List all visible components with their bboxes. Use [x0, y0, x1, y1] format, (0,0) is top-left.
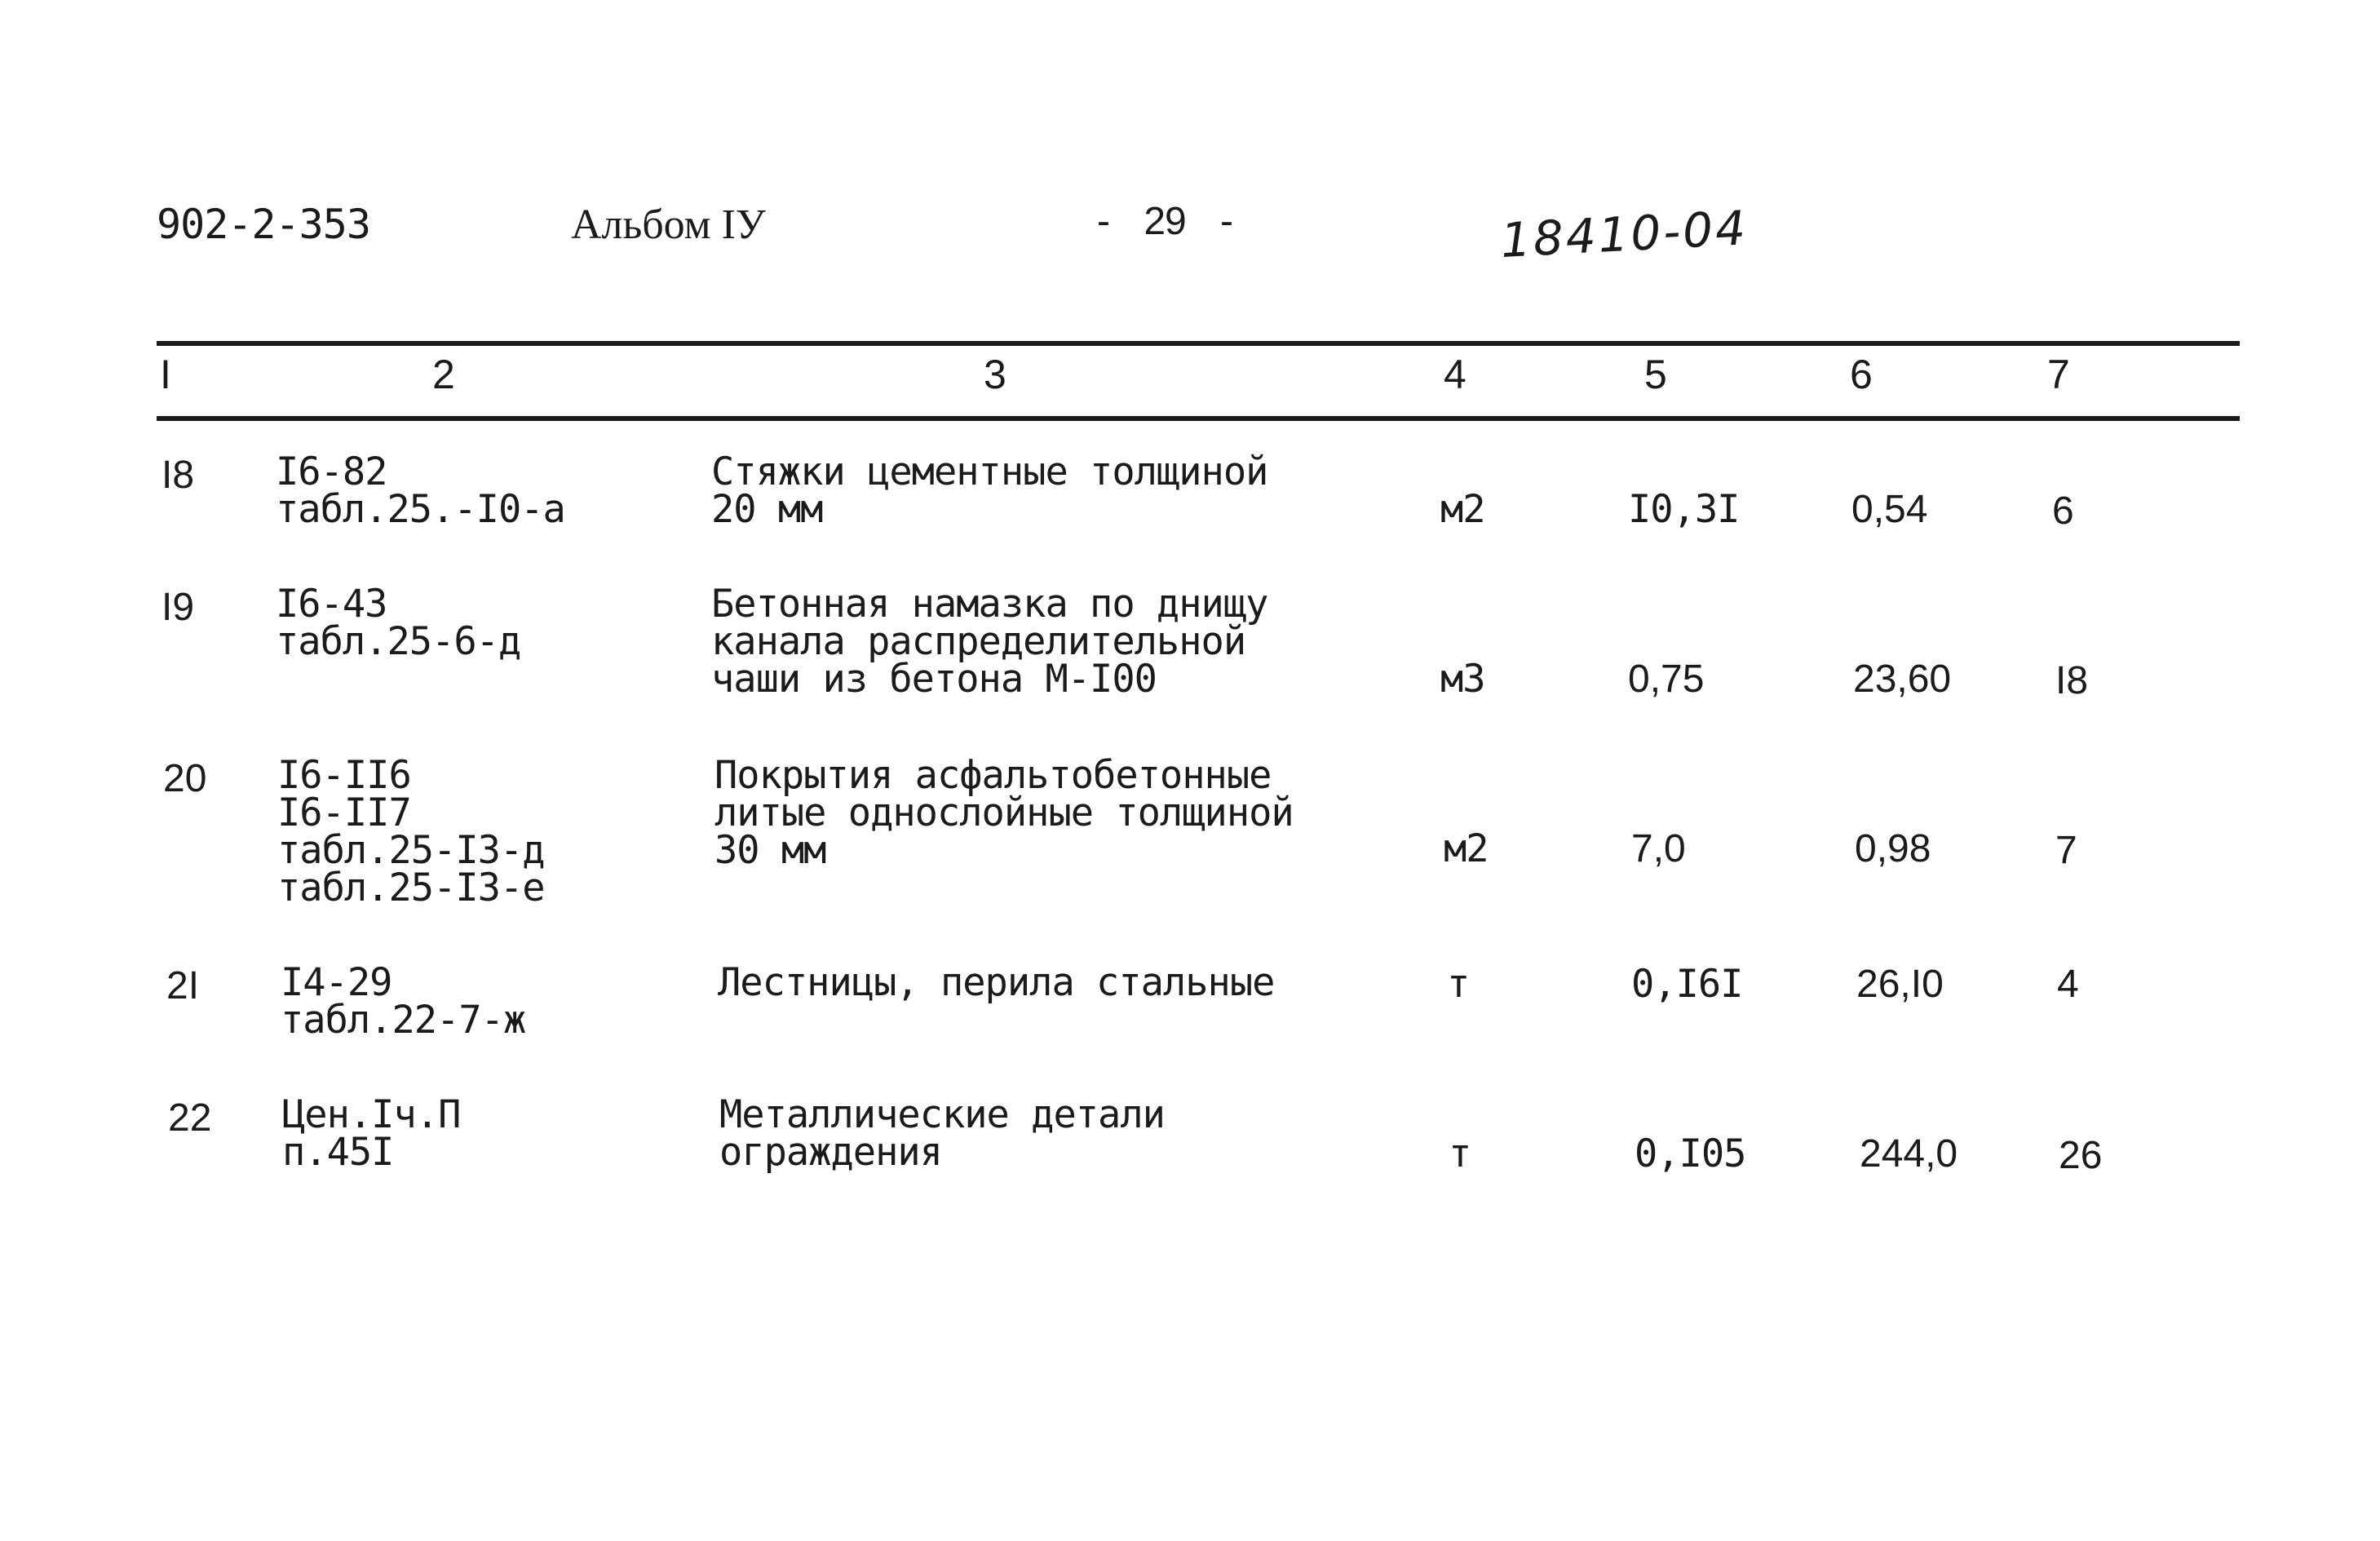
- norm-reference: I6-II6: [277, 753, 411, 798]
- table-top-rule: [157, 341, 2240, 346]
- quantity: 7,0: [1631, 827, 1686, 870]
- total-cost: I8: [2055, 659, 2089, 702]
- work-description: ограждения: [719, 1130, 942, 1175]
- unit-of-measure: м3: [1440, 657, 1485, 702]
- quantity: 0,I6I: [1631, 962, 1743, 1007]
- document-code: 902-2-353: [157, 201, 370, 248]
- total-cost: 26: [2059, 1134, 2103, 1177]
- row-number: I8: [161, 454, 195, 497]
- norm-reference: I4-29: [281, 960, 392, 1005]
- norm-reference: I6-II7: [277, 790, 411, 835]
- total-cost: 6: [2052, 489, 2074, 533]
- unit-of-measure: м2: [1444, 826, 1489, 871]
- unit-of-measure: м2: [1440, 487, 1485, 532]
- column-header-7: 7: [2047, 352, 2070, 397]
- norm-reference: Цен.Iч.П: [282, 1092, 461, 1137]
- unit-of-measure: т: [1447, 962, 1470, 1007]
- norm-reference: табл.25-6-д: [276, 619, 521, 664]
- unit-price: 0,98: [1855, 827, 1931, 870]
- unit-price: 23,60: [1853, 658, 1952, 701]
- column-header-1: I: [160, 352, 171, 397]
- quantity: I0,3I: [1628, 487, 1740, 532]
- work-description: чаши из бетона М-I00: [711, 657, 1157, 702]
- norm-reference: I6-82: [276, 449, 387, 494]
- norm-reference: табл.22-7-ж: [281, 998, 526, 1043]
- norm-reference: I6-43: [276, 582, 387, 627]
- table-header-rule: [157, 416, 2240, 421]
- norm-reference: табл.25-I3-е: [277, 866, 545, 910]
- work-description: канала распределительной: [711, 619, 1246, 664]
- norm-reference: табл.25-I3-д: [277, 828, 545, 873]
- album-label: Альбом IУ: [571, 201, 766, 248]
- column-header-2: 2: [432, 352, 455, 397]
- unit-price: 26,I0: [1856, 963, 1944, 1006]
- work-description: литые однослойные толщиной: [714, 790, 1294, 835]
- norm-reference: п.45I: [282, 1130, 394, 1175]
- unit-price: 0,54: [1851, 488, 1928, 531]
- quantity: 0,75: [1628, 658, 1705, 701]
- work-description: Покрытия асфальтобетонные: [714, 753, 1272, 798]
- row-number: 22: [168, 1096, 212, 1140]
- unit-price: 244,0: [1860, 1132, 1958, 1176]
- column-header-3: 3: [984, 352, 1006, 397]
- work-description: 30 мм: [714, 828, 826, 873]
- column-header-6: 6: [1850, 352, 1873, 397]
- quantity: 0,I05: [1635, 1131, 1746, 1176]
- norm-reference: табл.25.-I0-а: [276, 487, 565, 532]
- column-header-5: 5: [1644, 352, 1667, 397]
- work-description: Бетонная намазка по днищу: [711, 582, 1268, 627]
- row-number: 20: [163, 757, 207, 800]
- row-number: I9: [161, 586, 195, 629]
- unit-of-measure: т: [1449, 1131, 1471, 1176]
- total-cost: 7: [2055, 829, 2077, 872]
- total-cost: 4: [2057, 963, 2079, 1006]
- page-number: - 29 -: [1097, 200, 1233, 243]
- work-description: Лестницы, перила стальные: [718, 960, 1275, 1005]
- work-description: Стяжки цементные толщиной: [711, 449, 1268, 494]
- column-header-4: 4: [1444, 352, 1466, 397]
- handwritten-stamp: 18410-04: [1499, 200, 1750, 268]
- work-description: 20 мм: [711, 487, 823, 532]
- row-number: 2I: [166, 964, 200, 1007]
- work-description: Металлические детали: [719, 1092, 1165, 1137]
